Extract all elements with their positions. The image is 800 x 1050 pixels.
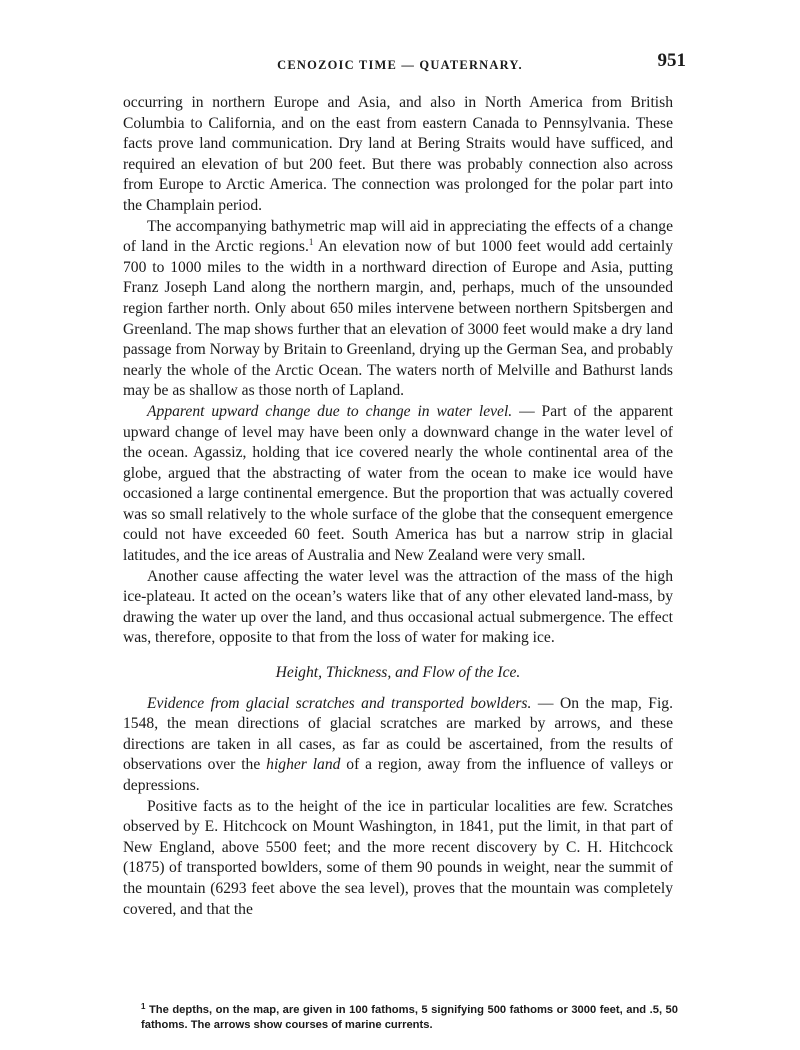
paragraph-text: of a region, away from the influence of valleys or depressions. bbox=[123, 756, 674, 794]
paragraph-water-level bbox=[123, 402, 673, 567]
paragraph-glacial-scratches bbox=[123, 694, 673, 797]
paragraph-continued: occurring in northern Europe and Asia, and also in North America from British Columbia to California, and on the east from eastern Canada to Pennsylvania. These facts prove land communication. Dry land at Bering Straits would have sufficed, and required an elevation of but 200 feet. But there was probably connection also across from Europe to Arctic America. The connection was prolonged for the polar part into the Champlain period. bbox=[123, 94, 673, 214]
body-text bbox=[123, 93, 673, 920]
emphasis-text: higher land bbox=[266, 756, 341, 774]
paragraph-attraction: Another cause affecting the water level was the attraction of the mass of the high ice-plateau. It acted on the ocean’s waters like that of any other elevated land-mass, by drawing the water up over the land, and thus occasional actual submergence. The effect was, therefore, opposite to that from the loss of water for making ice. bbox=[123, 567, 673, 647]
paragraph-text: An elevation now of but 1000 feet would add certainly 700 to 1000 miles to the width in a northward direction of Europe and Asia, putting Franz Joseph Land along the northern margin, and, perhaps, much of the unsounded region farther north. Only about 650 miles intervene between northern Spitsbergen and Greenland. The map shows further that an elevation of 3000 feet would make a dry land passage from Norway by Britain to Greenland, drying up the German Sea, and probably nearly the whole of the Arctic Ocean. The waters north of Melville and Bathurst lands may be as shallow as those north of Lapland. bbox=[123, 238, 673, 400]
footnote bbox=[123, 1003, 678, 1034]
paragraph-lead-italic: Apparent upward change due to change in water level. bbox=[147, 402, 513, 420]
paragraph-ice-height: Positive facts as to the height of the ice in particular localities are few. Scratches observed by E. Hitchcock on Mount Washington, in 1841, put the limit, in that part of New England, above 5500 feet; and the more recent discovery by C. H. Hitchcock (1875) of transported bowlders, some of them 90 pounds in weight, near the summit of the mountain (6293 feet above the sea level), proves that the mountain was completely covered, and that the bbox=[123, 797, 673, 918]
footnote-marker: 1 bbox=[141, 1002, 146, 1011]
paragraph-text: — Part of the apparent upward change of level may have been only a downward change in the water level of the ocean. Agassiz, holding that ice covered nearly the whole continental area of the globe, argued that the abstracting of water from the ocean to make ice would have occasioned a large continental emergence. But the proportion that was actually covered was so small relatively to the whole surface of the globe that the consequent emergence could not have exceeded 60 feet. South America has but a narrow strip in glacial latitudes, and the ice areas of Australia and New Zealand were very small. bbox=[123, 402, 673, 565]
paragraph-text: — On the map, Fig. 1548, the mean directions of glacial scratches are marked by arrows, and these directions are taken in all cases, as far as could be ascertained, from the results of observations over the bbox=[123, 694, 673, 774]
paragraph-lead-italic: Evidence from glacial scratches and transported bowlders. bbox=[147, 694, 532, 712]
page-number: 951 bbox=[657, 50, 686, 71]
footnote-body bbox=[123, 1003, 678, 1034]
section-heading: Height, Thickness, and Flow of the Ice. bbox=[275, 664, 521, 682]
running-title: CENOZOIC TIME — QUATERNARY. bbox=[277, 58, 523, 72]
footnote-text: The depths, on the map, are given in 100 fathoms, 5 signifying 500 fathoms or 3000 feet, and .5, 50 fathoms. The arrows show courses of marine currents. bbox=[141, 1004, 678, 1032]
running-head bbox=[120, 50, 686, 80]
paragraph-bathymetric-map bbox=[123, 217, 673, 402]
paragraph-text: The accompanying bathymetric map will aid in appreciating the effects of a change of land in the Arctic regions. bbox=[123, 217, 673, 256]
footnote-reference: 1 bbox=[308, 237, 314, 248]
